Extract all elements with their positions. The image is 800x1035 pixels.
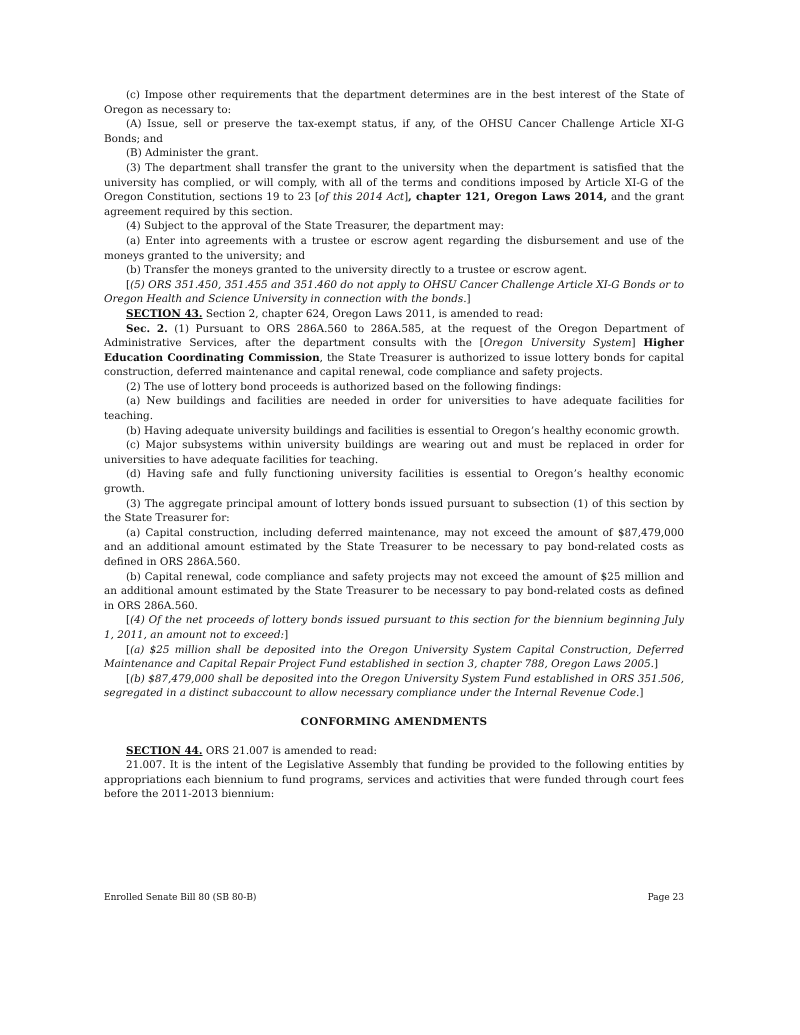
paragraph: (d) Having safe and fully functioning university facilities is essential to Oregon’s healthy economic growth. xyxy=(104,468,684,496)
deleted-paragraph: [(a) $25 million shall be deposited into the Oregon University System Capital Construction, Deferred Maintenance and Capital Repair Project Fund established in section 3, chapter 788, Oregon Laws 2005.] xyxy=(104,643,684,671)
deleted-paragraph: [(5) ORS 351.450, 351.455 and 351.460 do not apply to OHSU Cancer Challenge Article XI-G Bonds or to Oregon Health and Science University in connection with the bonds.] xyxy=(104,278,684,306)
section-44: SECTION 44. ORS 21.007 is amended to read: xyxy=(126,744,378,757)
paragraph: (3) The aggregate principal amount of lottery bonds issued pursuant to subsection (1) of this section by the State Treasurer for: xyxy=(104,497,684,525)
paragraph: (B) Administer the grant. xyxy=(126,147,259,160)
paragraph: (c) Impose other requirements that the department determines are in the best interest of the State of Oregon as necessary to: xyxy=(104,89,684,116)
paragraph: (a) New buildings and facilities are needed in order for universities to have adequate facilities for teaching. xyxy=(104,395,684,423)
paragraph: 21.007. It is the intent of the Legislative Assembly that funding be provided to the following entities by appropriations each biennium to fund programs, services and activities that were funded through court fees before the 2011-2013 biennium: xyxy=(104,759,684,801)
paragraph: (c) Major subsystems within university buildings are wearing out and must be replaced in order for universities to have adequate facilities for teaching. xyxy=(104,439,684,466)
paragraph: (2) The use of lottery bond proceeds is authorized based on the following findings: xyxy=(126,380,562,393)
section-43: SECTION 43. Section 2, chapter 624, Oregon Laws 2011, is amended to read: xyxy=(126,307,544,320)
paragraph: (3) The department shall transfer the grant to the university when the department is satisfied that the university has complied, or will comply, with all of the terms and conditions imposed by Article XI-G of the Oregon Constitution, sections 19 to 23 [of this 2014 Act], chapter 121, Oregon Laws 2014, and the grant agreement required by this section. xyxy=(104,161,684,218)
paragraph: (a) Enter into agreements with a trustee or escrow agent regarding the disbursement and use of the moneys granted to the university; and xyxy=(104,234,684,262)
paragraph: (A) Issue, sell or preserve the tax-exempt status, if any, of the OHSU Cancer Challenge Article XI-G Bonds; and xyxy=(104,118,684,145)
paragraph: (4) Subject to the approval of the State Treasurer, the department may: xyxy=(126,220,504,233)
paragraph: (b) Having adequate university buildings and facilities is essential to Oregon’s healthy economic growth. xyxy=(126,424,680,437)
deleted-paragraph: [(4) Of the net proceeds of lottery bonds issued pursuant to this section for the biennium beginning July 1, 2011, an amount not to exceed:] xyxy=(104,614,684,641)
document-body xyxy=(104,88,684,802)
page-footer xyxy=(104,893,684,903)
section-heading: CONFORMING AMENDMENTS xyxy=(300,715,488,728)
deleted-paragraph: [(b) $87,479,000 shall be deposited into the Oregon University System Fund established in ORS 351.506, segregated in a distinct subaccount to allow necessary compliance under the Internal Revenue Code.] xyxy=(104,672,684,700)
section-label: SECTION 43. xyxy=(126,307,203,320)
section-label: SECTION 44. xyxy=(126,744,203,757)
paragraph: (a) Capital construction, including deferred maintenance, may not exceed the amount of $87,479,000 and an additional amount estimated by the State Treasurer to be necessary to pay bond-related costs as defined in ORS 286A.560. xyxy=(104,526,684,568)
sec-2: Sec. 2. (1) Pursuant to ORS 286A.560 to 286A.585, at the request of the Oregon Department of Administrative Services, after the department consults with the [Oregon University System] Higher Education Coordinating Commission, the State Treasurer is authorized to issue lottery bonds for capital construction, deferred maintenance and capital renewal, code compliance and safety projects. xyxy=(104,322,684,379)
page-number: Page 23 xyxy=(647,893,684,903)
bill-identifier: Enrolled Senate Bill 80 (SB 80-B) xyxy=(104,893,257,903)
paragraph: (b) Transfer the moneys granted to the university directly to a trustee or escrow agent. xyxy=(126,264,587,277)
paragraph: (b) Capital renewal, code compliance and safety projects may not exceed the amount of $25 million and an additional amount estimated by the State Treasurer to be necessary to pay bond-related costs as defined in ORS 286A.560. xyxy=(104,570,684,612)
